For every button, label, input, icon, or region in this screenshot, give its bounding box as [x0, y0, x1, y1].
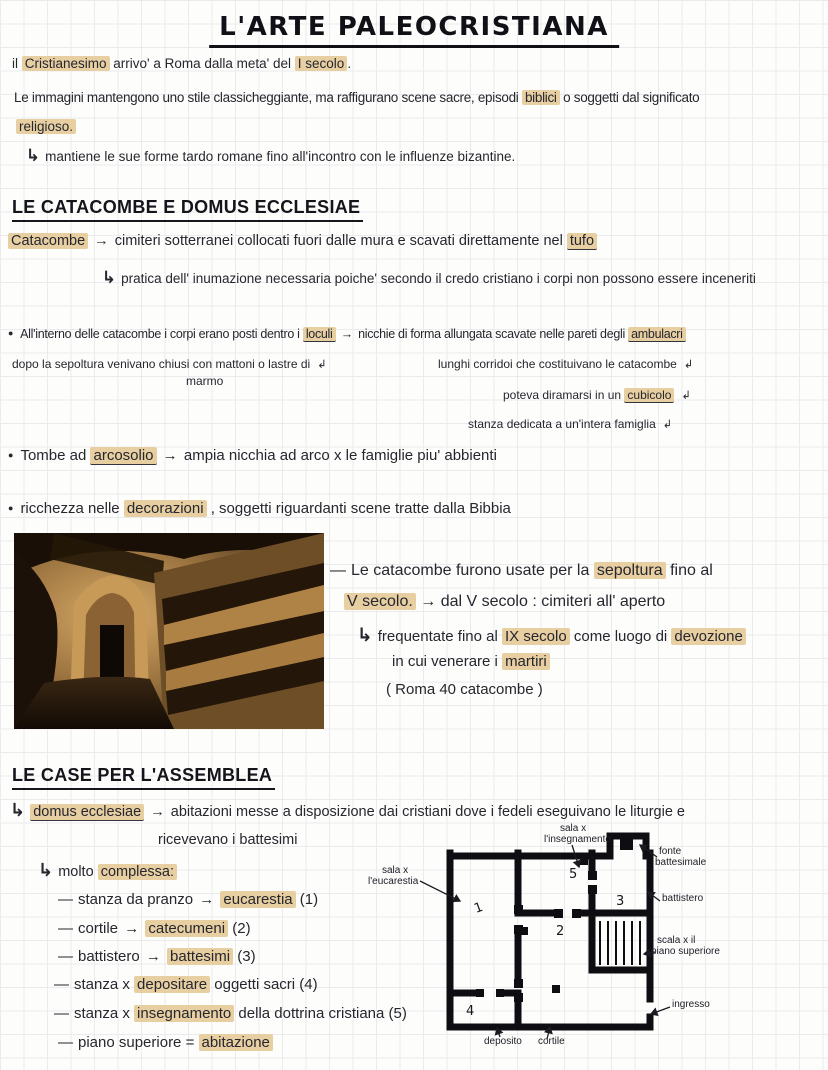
text-segment: Le catacombe furono usate per la [351, 562, 594, 579]
plan-label-insegnamento-2: l'insegnamento [544, 834, 611, 845]
text-segment: (3) [233, 948, 256, 965]
list-item-1 [58, 891, 318, 908]
text-segment: stanza x [74, 976, 135, 993]
text-segment: oggetti sacri (4) [210, 976, 318, 993]
highlight-insegnamento: insegnamento [134, 1005, 234, 1022]
usage-note-3 [357, 624, 746, 646]
note-cubicolo [503, 388, 691, 402]
text-segment: arrivo' a Roma dalla meta' del [109, 56, 295, 71]
dash-icon: — [58, 891, 73, 908]
text-segment: abitazioni messe a disposizione dai cristiani dove i fedeli eseguivano le liturgie e [170, 804, 685, 820]
catacombs-photo-art [14, 533, 324, 729]
list-item-3 [58, 948, 256, 965]
highlight-ix-secolo: IX secolo [502, 628, 570, 645]
highlight-v-secolo: V secolo. [344, 593, 416, 610]
complessa-line [38, 860, 177, 881]
dash-icon: — [330, 562, 346, 579]
arrow-icon: → [146, 804, 169, 820]
intro-line-2 [14, 90, 699, 105]
plan-stairs [600, 921, 640, 965]
text-segment: → dal V secolo : cimiteri all' aperto [415, 593, 666, 610]
text-segment: il [12, 56, 22, 71]
highlight-devozione: devozione [671, 628, 745, 645]
return-arrow-icon: ↲ [662, 419, 673, 431]
highlight-biblici: biblici [522, 90, 560, 105]
return-arrow-icon: ↲ [317, 359, 327, 371]
bullet-icon: ● [8, 503, 14, 513]
list-item-5 [54, 1005, 407, 1022]
highlight-complessa: complessa: [98, 864, 177, 880]
text-segment: stanza dedicata a un'intera famiglia [468, 417, 656, 431]
usage-note-1 [330, 562, 713, 580]
text-segment: All'interno delle catacombe i corpi erano posti dentro i [20, 327, 303, 341]
text-segment: Le immagini mantengono uno stile classicheggiante, ma raffigurano scene sacre, episodi [14, 90, 522, 105]
branch-arrow-icon: ↳ [102, 268, 117, 287]
dash-icon: — [58, 948, 73, 965]
highlight-catacombe: Catacombe [8, 233, 88, 249]
text-segment: stanza da pranzo [78, 891, 198, 908]
list-item-2 [58, 920, 251, 937]
arrow-icon: → [199, 891, 219, 908]
text-segment: . [347, 56, 352, 71]
text-segment: poteva diramarsi in un [503, 388, 625, 402]
text-segment: (2) [228, 920, 251, 937]
catacombe-definition [8, 233, 597, 249]
plan-label-battistero: battistero [662, 893, 704, 904]
intro-line-1 [12, 56, 351, 71]
text-segment: (1) [295, 891, 319, 908]
highlight-battesimi: battesimi [167, 948, 233, 965]
floor-plan [360, 815, 745, 1060]
text-segment: ampia nicchia ad arco x le famiglie piu' abbienti [183, 447, 497, 464]
usage-note-5: ( Roma 40 catacombe ) [386, 681, 543, 698]
text-segment: fino al [665, 562, 713, 579]
text-segment: ricchezza nelle [20, 500, 124, 517]
text-segment: , soggetti riguardanti scene tratte dalla Bibbia [206, 500, 511, 517]
plan-label-fonte-2: battesimale [655, 857, 707, 868]
highlight-abitazione: abitazione [199, 1034, 273, 1051]
bullet-decorazioni [8, 500, 511, 517]
plan-pillars [476, 839, 633, 1002]
text-segment: stanza x [74, 1005, 135, 1022]
text-segment: battistero [78, 948, 144, 965]
usage-note-4 [392, 653, 550, 670]
highlight-ambulacri: ambulacri [628, 327, 686, 342]
section-heading-assemblea: LE CASE PER L'ASSEMBLEA [12, 765, 275, 790]
highlight-religioso: religioso. [16, 119, 76, 134]
text-segment: cimiteri sotterranei collocati fuori dalle mura e scavati direttamente nel [114, 233, 567, 249]
highlight-martiri: martiri [502, 653, 550, 670]
branch-arrow-icon: ↳ [38, 860, 54, 880]
room-number-1: 1 [472, 899, 486, 917]
text-segment: Tombe ad [20, 447, 91, 464]
text-segment: dopo la sepoltura venivano chiusi con mattoni o lastre di [12, 357, 311, 371]
plan-label-ingresso: ingresso [672, 999, 710, 1010]
room-number-4: 4 [466, 1004, 475, 1019]
plan-walls [450, 836, 650, 1027]
bullet-icon: ● [8, 328, 14, 338]
return-arrow-icon: ↲ [681, 390, 691, 402]
arrow-icon: → [158, 447, 182, 464]
room-number-3: 3 [616, 894, 625, 909]
note-famiglia [468, 417, 672, 431]
text-segment: in cui venerare i [392, 653, 503, 670]
bullet-loculi [8, 327, 686, 341]
highlight-arcosolio: arcosolio [90, 447, 156, 465]
highlight-loculi: loculi [303, 327, 336, 342]
text-segment: lunghi corridoi che costituivano le catacombe [438, 357, 677, 371]
highlight-domus-ecclesiae: domus ecclesiae [30, 804, 144, 821]
plan-label-deposito: deposito [484, 1036, 522, 1047]
plan-label-scala: scala x il [657, 935, 696, 946]
highlight-cristianesimo: Cristianesimo [22, 56, 110, 71]
plan-label-cortile: cortile [538, 1036, 565, 1047]
dash-icon: — [54, 1005, 69, 1022]
room-number-2: 2 [556, 924, 565, 939]
highlight-tufo: tufo [567, 233, 597, 250]
room-number-5: 5 [569, 867, 578, 882]
list-item-4 [54, 976, 318, 993]
highlight-eucarestia: eucarestia [220, 891, 295, 908]
list-item-6 [58, 1034, 273, 1051]
highlight-cubicolo: cubicolo [624, 388, 674, 403]
note-ambulacri [438, 357, 693, 371]
text-segment: pratica dell' inumazione necessaria poiche' secondo il credo cristiano i corpi non possono essere inceneriti [121, 271, 756, 286]
text-segment: come luogo di [569, 628, 672, 645]
plan-label-insegnamento: sala x [560, 823, 587, 834]
catacombs-photo [14, 533, 324, 729]
intro-line-4 [26, 145, 515, 166]
text-segment: o soggetti dal significato [559, 90, 700, 105]
text-segment: mantiene le sue forme tardo romane fino all'incontro con le influenze bizantine. [45, 149, 516, 164]
branch-arrow-icon: ↳ [357, 624, 373, 645]
dash-icon: — [54, 976, 69, 993]
highlight-i-secolo: I secolo [295, 56, 348, 71]
highlight-decorazioni: decorazioni [124, 500, 207, 517]
return-arrow-icon: ↲ [683, 359, 694, 371]
arrow-icon: → [337, 327, 357, 341]
highlight-catecumeni: catecumeni [145, 920, 228, 937]
plan-label-scala-2: piano superiore [651, 946, 720, 957]
inumazione-note [102, 267, 756, 288]
dash-icon: — [58, 920, 73, 937]
bullet-icon: ● [8, 450, 14, 460]
arrow-icon: → [90, 233, 113, 249]
highlight-depositare: depositare [134, 976, 210, 993]
bullet-arcosolio [8, 447, 497, 464]
arrow-icon: → [145, 948, 166, 965]
text-segment: cortile [78, 920, 123, 937]
text-segment: nicchie di forma allungata scavate nelle pareti degli [358, 327, 629, 341]
text-segment: molto [58, 864, 98, 880]
text-segment: della dottrina cristiana (5) [234, 1005, 407, 1022]
text-segment: frequentate fino al [377, 628, 502, 645]
section-heading-catacombe: LE CATACOMBE E DOMUS ECCLESIAE [12, 197, 363, 222]
page-title: L'ARTE PALEOCRISTIANA [209, 12, 619, 48]
plan-label-fonte: fonte [659, 846, 682, 857]
arrow-icon: → [124, 920, 144, 937]
plan-label-eucarestia: sala x [382, 865, 409, 876]
usage-note-2 [344, 593, 665, 611]
note-marmo-line-2: marmo [186, 374, 224, 388]
intro-line-3 [16, 119, 76, 134]
battesimi-line: ricevevano i battesimi [158, 832, 298, 848]
branch-arrow-icon: ↳ [10, 800, 26, 820]
note-marmo-line-1 [12, 357, 327, 371]
plan-label-eucarestia-2: l'eucarestia [368, 876, 419, 887]
text-segment: piano superiore = [78, 1034, 199, 1051]
dash-icon: — [58, 1034, 73, 1051]
branch-arrow-icon: ↳ [26, 146, 41, 165]
highlight-sepoltura: sepoltura [594, 562, 666, 579]
